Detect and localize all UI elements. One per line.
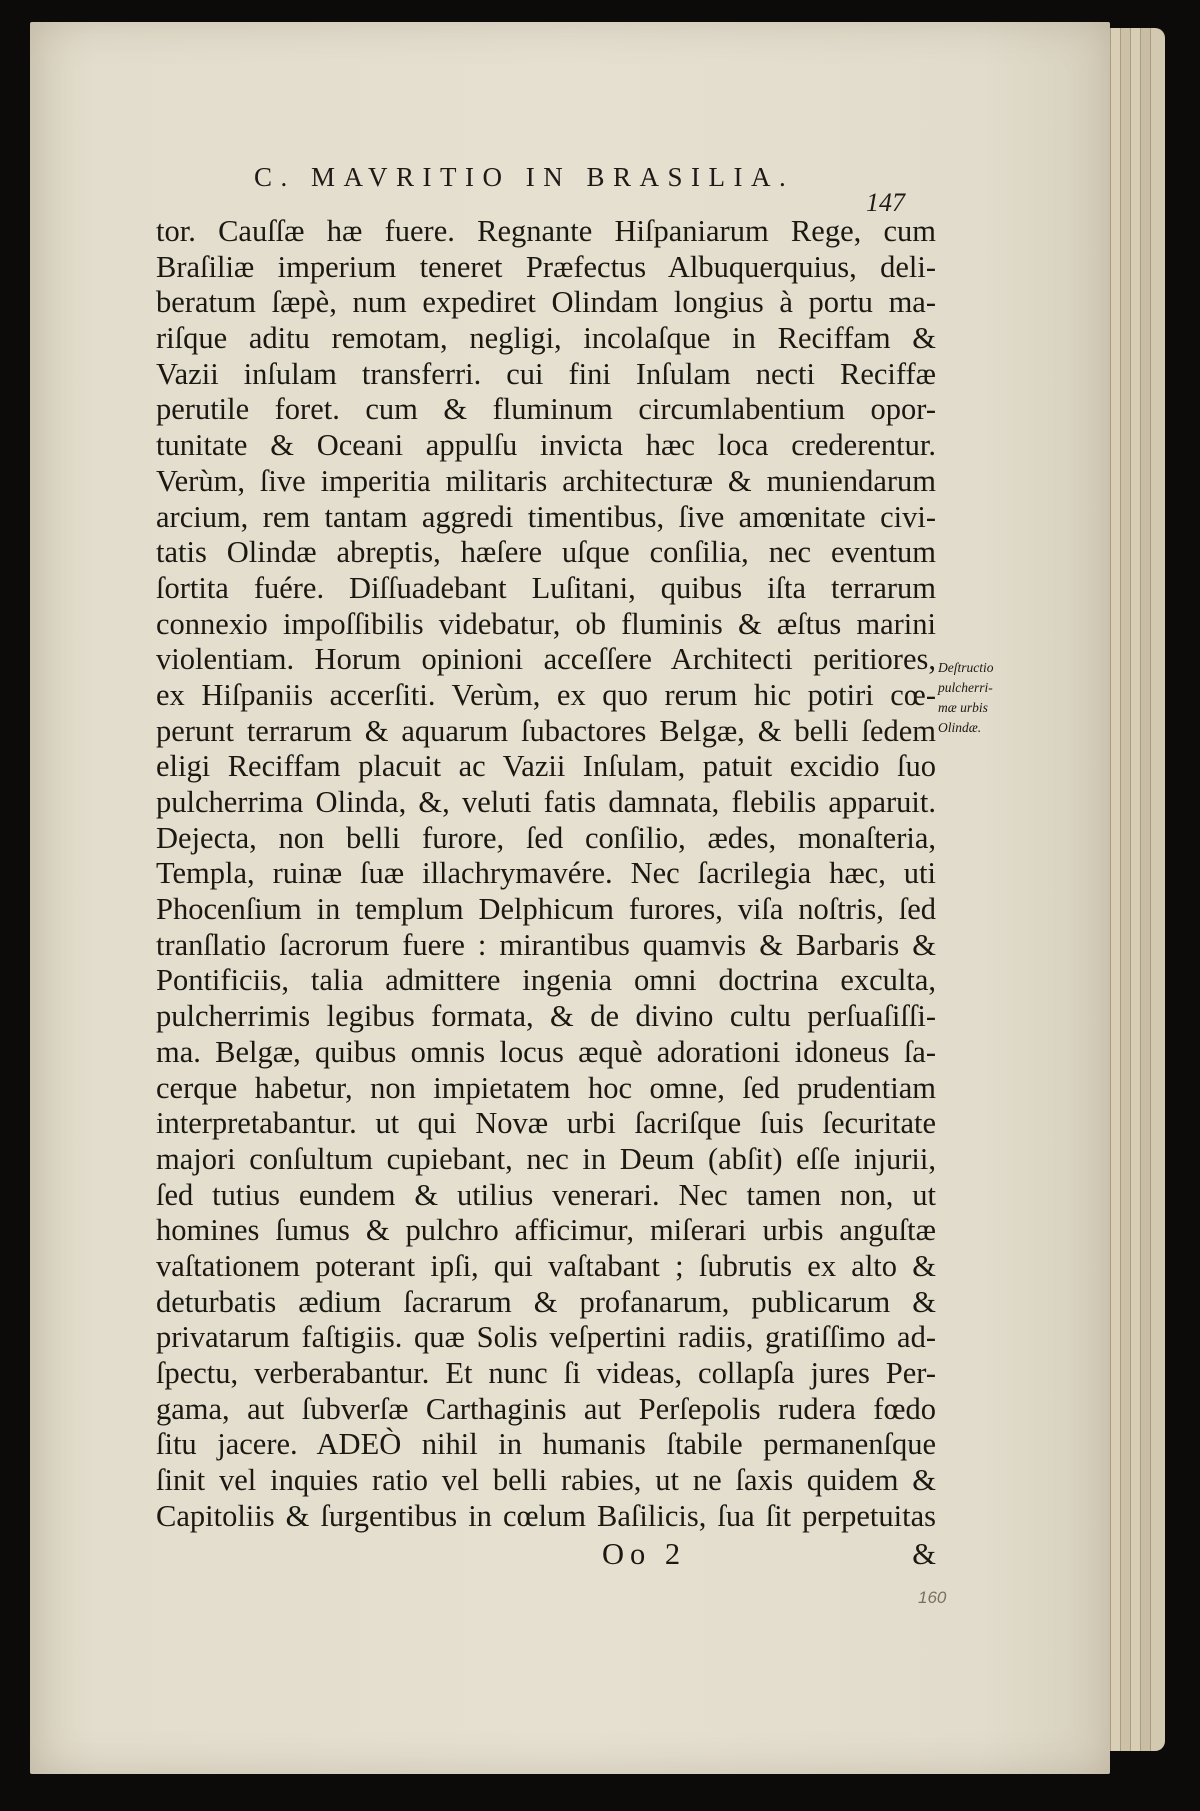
text-line: beratum ſæpè, num expediret Olindam longius à portu ma-	[156, 285, 936, 320]
text-line: Capitoliis & ſurgentibus in cœlum Baſilicis, ſua ſit perpetuitas	[156, 1498, 936, 1533]
page-header	[254, 162, 954, 193]
text-line: interpretabantur. ut qui Novæ urbi ſacriſque ſuis ſecuritate	[156, 1106, 936, 1141]
text-line: arcium, rem tantam aggredi timentibus, ſive amœnitate civi-	[156, 499, 936, 534]
text-line: Templa, ruinæ ſuæ illachrymavére. Nec ſacrilegia hæc, uti	[156, 856, 936, 891]
text-line: eligi Reciffam placuit ac Vazii Inſulam, patuit excidio ſuo	[156, 749, 936, 784]
text-line: deturbatis ædium ſacrarum & profanarum, publicarum &	[156, 1284, 936, 1319]
text-line: Phocenſium in templum Delphicum furores, viſa noſtris, ſed	[156, 892, 936, 927]
text-line: riſque aditu remotam, negligi, incolaſque in Reciffam &	[156, 321, 936, 356]
text-line: Dejecta, non belli furore, ſed conſilio, ædes, monaſteria,	[156, 820, 936, 855]
text-line: ſed tutius eundem & utilius venerari. Nec tamen non, ut	[156, 1177, 936, 1212]
text-line: ſpectu, verberabantur. Et nunc ſi videas, collapſa jures Per-	[156, 1356, 936, 1390]
signature-mark: Oo 2	[602, 1537, 687, 1571]
text-line: privatarum faſtigiis. quæ Solis veſpertini radiis, gratiſſimo ad-	[156, 1320, 936, 1355]
page-number: 147	[866, 188, 905, 217]
catchword: &	[912, 1537, 936, 1571]
body-text	[156, 214, 936, 1534]
text-line: ſortita fuére. Diſſuadebant Luſitani, quibus iſta terrarum	[156, 570, 936, 605]
text-line: pulcherrimis legibus formata, & de divino cultu perſuaſiſſi-	[156, 999, 936, 1034]
text-line: tranſlatio ſacrorum fuere : mirantibus quamvis & Barbaris &	[156, 927, 936, 962]
text-line: ſitu jacere. ADEÒ nihil in humanis ſtabile permanenſque	[156, 1427, 936, 1462]
margin-note-line: Olindæ.	[938, 720, 982, 735]
text-line: ſinit vel inquies ratio vel belli rabies, ut ne ſaxis quidem &	[156, 1463, 936, 1498]
text-line: tor. Cauſſæ hæ fuere. Regnante Hiſpaniarum Rege, cum	[156, 214, 936, 248]
text-line: cerque habetur, non impietatem hoc omne, ſed prudentiam	[156, 1070, 936, 1105]
margin-note-line: mæ urbis	[938, 700, 988, 715]
book-page	[30, 22, 1110, 1774]
text-line: homines ſumus & pulchro afficimur, miſerari urbis anguſtæ	[156, 1213, 936, 1248]
text-line: Vazii inſulam transferri. cui fini Inſulam necti Reciffæ	[156, 356, 936, 391]
text-line: perutile foret. cum & fluminum circumlabentium opor-	[156, 392, 936, 427]
text-line: gama, aut ſubverſæ Carthaginis aut Perſepolis rudera fœdo	[156, 1391, 936, 1426]
text-line: connexio impoſſibilis videbatur, ob fluminis & æſtus marini	[156, 606, 936, 641]
page-edge	[1150, 28, 1165, 1751]
running-head: C. MAVRITIO IN BRASILIA.	[254, 162, 795, 192]
text-line: tatis Olindæ abreptis, hæſere uſque conſilia, nec eventum	[156, 535, 936, 570]
margin-note	[938, 658, 1018, 738]
text-line: pulcherrima Olinda, &, veluti fatis damnata, flebilis apparuit.	[156, 785, 936, 819]
text-line: Pontificiis, talia admittere ingenia omni doctrina exculta,	[156, 963, 936, 998]
text-line: Verùm, ſive imperitia militaris architecturæ & muniendarum	[156, 463, 936, 498]
text-line: Braſiliæ imperium teneret Præfectus Albuquerquius, deli-	[156, 249, 936, 284]
margin-note-line: Deſtructio	[938, 660, 994, 675]
text-line: tunitate & Oceani appulſu invicta hæc loca crederentur.	[156, 428, 936, 463]
text-line: ma. Belgæ, quibus omnis locus æquè adorationi idoneus ſa-	[156, 1034, 936, 1069]
margin-note-line: pulcherri-	[938, 680, 993, 695]
page-footer	[156, 1537, 936, 1577]
text-line: vaſtationem poterant ipſi, qui vaſtabant ; ſubrutis ex alto &	[156, 1248, 936, 1283]
text-line: violentiam. Horum opinioni acceſſere Architecti peritiores,	[156, 642, 936, 677]
pencil-folio-number: 160	[918, 1588, 947, 1607]
text-line: perunt terrarum & aquarum ſubactores Belgæ, & belli ſedem	[156, 713, 936, 748]
text-line: ex Hiſpaniis accerſiti. Verùm, ex quo rerum hic potiri cœ-	[156, 677, 936, 712]
text-line: majori conſultum cupiebant, nec in Deum (abſit) eſſe injurii,	[156, 1141, 936, 1176]
